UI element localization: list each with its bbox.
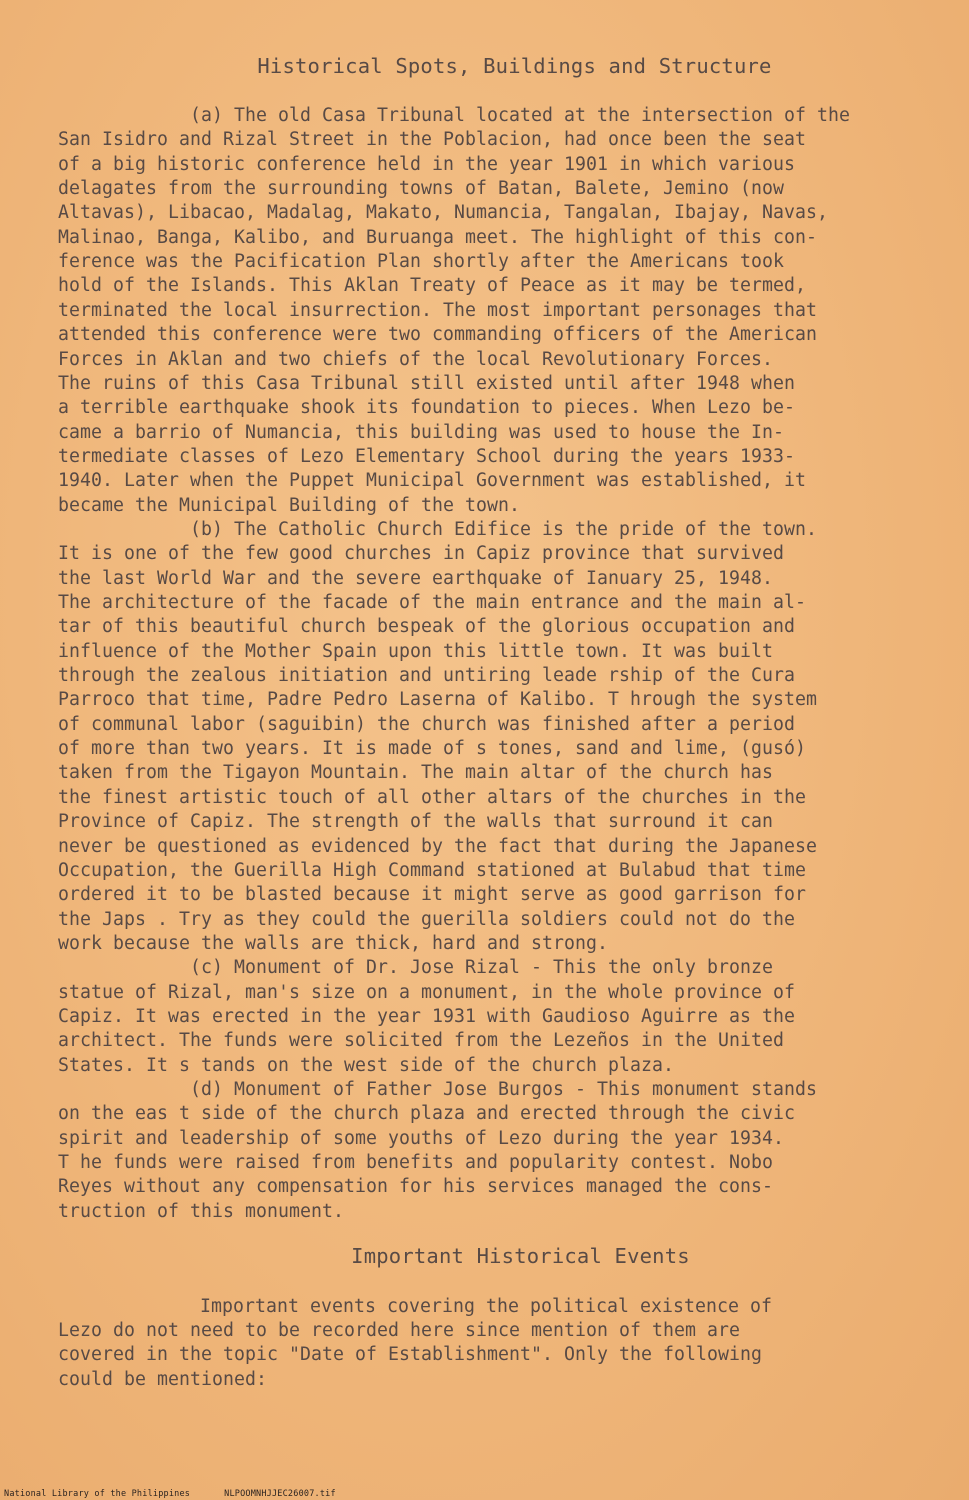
section-b-line: It is one of the few good churches in Capiz province that survived bbox=[58, 543, 784, 565]
section-a-line: San Isidro and Rizal Street in the Poblacion, had once been the seat bbox=[58, 129, 806, 151]
section-heading-events: Important Historical Events bbox=[351, 1244, 690, 1268]
section-a-line: The ruins of this Casa Tribunal still existed until after 1948 when bbox=[58, 372, 795, 394]
section-a-line: Malinao, Banga, Kalibo, and Buruanga meet. The highlight of this con- bbox=[58, 226, 817, 248]
footer-filename: NLPOOMNHJJEC26007.tif bbox=[224, 1489, 336, 1499]
section-a-line: became the Municipal Building of the town. bbox=[58, 494, 520, 516]
section-b-line: through the zealous initiation and untiring leade rship of the Cura bbox=[58, 665, 795, 687]
section-b-line: taken from the Tigayon Mountain. The main altar of the church has bbox=[58, 762, 773, 784]
page-title: Historical Spots, Buildings and Structure bbox=[257, 54, 772, 78]
section-b-line: of more than two years. It is made of s tones, sand and lime, (gusó) bbox=[58, 738, 806, 760]
section-b-line: the Japs . Try as they could the guerilla soldiers could not do the bbox=[58, 908, 795, 930]
section-b-line: Occupation, the Guerilla High Command stationed at Bulabud that time bbox=[58, 859, 806, 881]
section-a-line: a terrible earthquake shook its foundation to pieces. When Lezo be- bbox=[58, 397, 795, 419]
section-b-line: work because the walls are thick, hard and strong. bbox=[58, 932, 608, 954]
section-b-line: The architecture of the facade of the main entrance and the main al- bbox=[58, 592, 806, 613]
section-a-line: ference was the Pacification Plan shortly after the Americans took bbox=[58, 251, 784, 273]
section-a-line: (a) The old Casa Tribunal located at the intersection of the bbox=[190, 105, 850, 126]
section-a-line: Forces in Aklan and two chiefs of the local Revolutionary Forces. bbox=[58, 348, 773, 370]
scan-footer bbox=[4, 1489, 370, 1499]
section-d-line: (d) Monument of Father Jose Burgos - This monument stands bbox=[190, 1079, 817, 1100]
section-a-line: 1940. Later when the Puppet Municipal Government was established, it bbox=[58, 470, 806, 492]
events-line: Important events covering the political existence of bbox=[200, 1296, 772, 1317]
section-a-line: Altavas), Libacao, Madalag, Makato, Numancia, Tangalan, Ibajay, Navas, bbox=[58, 202, 828, 224]
section-c-line: Capiz. It was erected in the year 1931 with Gaudioso Aguirre as the bbox=[58, 1005, 795, 1027]
events-line: covered in the topic "Date of Establishment". Only the following bbox=[58, 1344, 762, 1366]
section-d-line: spirit and leadership of some youths of Lezo during the year 1934. bbox=[58, 1127, 784, 1149]
section-a-line: terminated the local insurrection. The most important personages that bbox=[58, 299, 817, 321]
section-a-line: attended this conference were two commanding officers of the American bbox=[58, 324, 817, 346]
section-d-line: truction of this monument. bbox=[58, 1200, 344, 1222]
section-d-line: on the eas t side of the church plaza and erected through the civic bbox=[58, 1103, 795, 1125]
section-c-line: States. It s tands on the west side of the church plaza. bbox=[58, 1054, 674, 1076]
section-b-line: never be questioned as evidenced by the fact that during the Japanese bbox=[58, 835, 817, 857]
section-b-line: tar of this beautiful church bespeak of the glorious occupation and bbox=[58, 616, 795, 638]
section-b-line: the last World War and the severe earthquake of Ianuary 25, 1948. bbox=[58, 567, 773, 589]
events-line: Lezo do not need to be recorded here since mention of them are bbox=[58, 1320, 740, 1342]
section-c-line: statue of Rizal, man's size on a monument, in the whole province of bbox=[58, 981, 795, 1003]
section-b-line: (b) The Catholic Church Edifice is the pride of the town. bbox=[190, 518, 817, 540]
section-c-line: (c) Monument of Dr. Jose Rizal - This the only bronze bbox=[190, 957, 773, 979]
section-b-line: the finest artistic touch of all other altars of the churches in the bbox=[58, 786, 806, 808]
section-a-line: of a big historic conference held in the year 1901 in which various bbox=[58, 153, 795, 175]
section-a-line: delagates from the surrounding towns of Batan, Balete, Jemino (now bbox=[58, 178, 784, 200]
footer-library: National Library of the Philippines bbox=[4, 1489, 191, 1499]
events-line: could be mentioned: bbox=[58, 1368, 267, 1390]
section-a-line: hold of the Islands. This Aklan Treaty of Peace as it may be termed, bbox=[58, 275, 806, 297]
section-b-line: influence of the Mother Spain upon this little town. It was built bbox=[58, 640, 773, 662]
section-a-line: came a barrio of Numancia, this building was used to house the In- bbox=[58, 421, 784, 443]
section-b-line: Parroco that time, Padre Pedro Laserna of Kalibo. T hrough the system bbox=[58, 689, 817, 711]
section-b-line: of communal labor (saguibin) the church was finished after a period bbox=[58, 713, 795, 735]
section-d-line: Reyes without any compensation for his services managed the cons- bbox=[58, 1176, 773, 1198]
section-d-line: T he funds were raised from benefits and popularity contest. Nobo bbox=[58, 1152, 773, 1174]
section-b-line: ordered it to be blasted because it might serve as good garrison for bbox=[58, 884, 806, 906]
section-b-line: Province of Capiz. The strength of the walls that surround it can bbox=[58, 811, 773, 833]
section-c-line: architect. The funds were solicited from the Lezeños in the United bbox=[58, 1030, 784, 1052]
section-a-line: termediate classes of Lezo Elementary School during the years 1933- bbox=[58, 445, 795, 467]
